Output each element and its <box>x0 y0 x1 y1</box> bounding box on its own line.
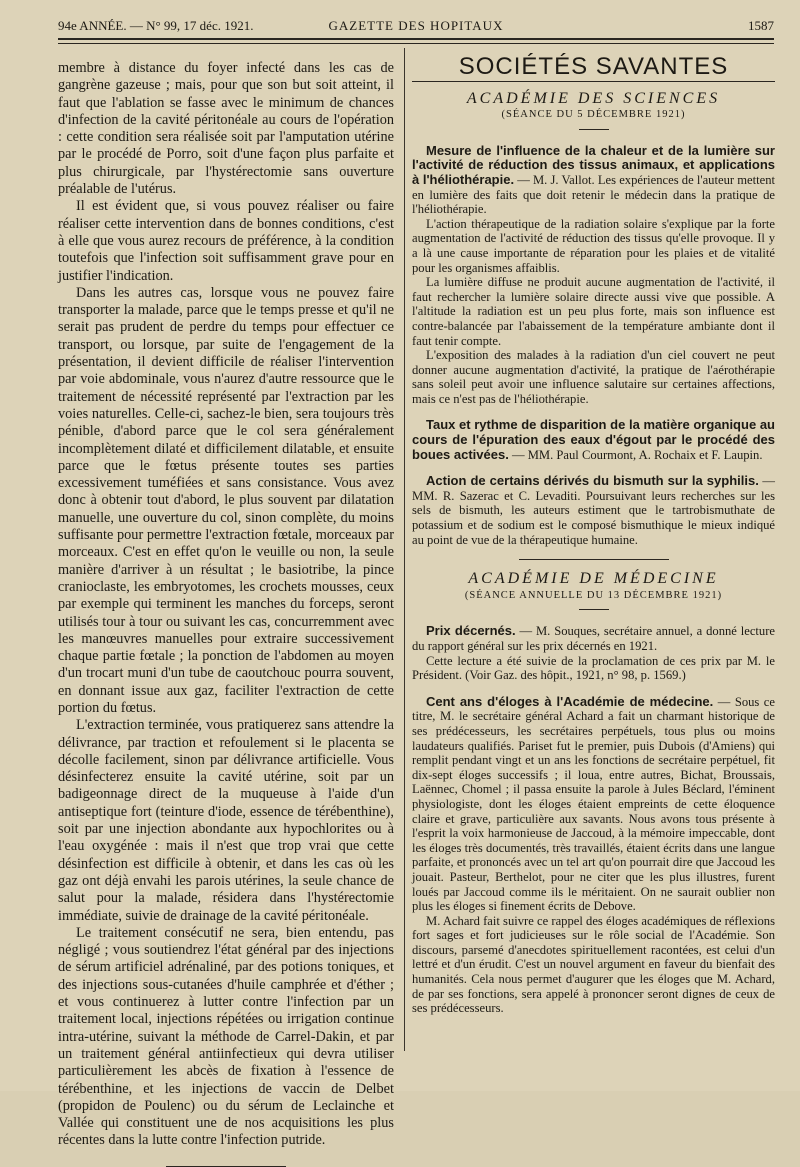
session-date: (SÉANCE ANNUELLE DU 13 DÉCEMBRE 1921) <box>464 589 723 601</box>
issue-info: 94e ANNÉE. — N° 99, 17 déc. 1921. <box>58 18 254 33</box>
header-rule <box>58 38 774 40</box>
article <box>412 144 775 407</box>
short-rule <box>579 129 609 130</box>
article-title: Cent ans d'éloges à l'Académie de médecine. <box>426 693 714 709</box>
left-paragraph: Le traitement consécutif ne sera, bien entendu, pas négligé ; vous soutiendrez l'état général par des injections de sérum artificiel adrénaliné, par des potions toniques, et des injections sous-cutanées d'huile camphrée et d'éther ; et vous continuerez à lutter contre l'infection par un traitement local, injections répétées ou irrigation continue intra-utérine, suivant la méthode de Carrel-Dakin, et par un traitement général antiinfectieux qui devra utiliser particulièrement les abcès de fixation à l'essence de térébenthine, et les injections de vaccin de Delbet (propidon de Poulenc) ou du sérum de Leclainche et Vallée qui constituent une de nos acquisitions les plus récentes dans la lutte contre l'infection putride. <box>58 924 394 1149</box>
article <box>412 418 775 462</box>
column-divider <box>404 48 405 1051</box>
section-title: SOCIÉTÉS SAVANTES <box>458 53 729 80</box>
article-paragraph: M. Achard fait suivre ce rappel des éloges académiques de réflexions fort sages et fort judicieuses sur le rôle social de l'Académie. Son discours, parsemé d'anecdotes spirituellement racontées, est celui d'un lettré et d'un érudit. C'est un nouvel argument en faveur du bienfait des humanités. Cela nous permet d'augurer que les éloges que M. Achard, de par ses fonctions, sera appelé à prononcer seront dignes de ceux de ses prédécesseurs. <box>412 913 775 1016</box>
page-number: 1587 <box>748 18 774 33</box>
article-paragraph: La lumière diffuse ne produit aucune augmentation de l'activité, il faut rechercher la lumière solaire directe aussi vive que possible. A l'altitude la radiation est un peu plus forte, mais son influence est contre-balancée par l'abaissement de la température ambiante dont il faut tenir compte. <box>412 275 775 348</box>
left-column <box>58 60 394 1167</box>
academy-title: ACADÉMIE DE MÉDECINE <box>468 570 719 588</box>
article-authors: — MM. Paul Courmont, A. Rochaix et F. Laupin. <box>511 447 763 462</box>
article-text: — Sous ce titre, M. le secrétaire général Achard a fait un charmant historique de ses prédécesseurs, les secrétaires perpétuels, tous plus ou moins laudateurs qualifiés. Pariset fut le premier, puis Dubois (d'Amiens) qui remplit pendant vingt et un ans les fonctions de secrétaire perpétuel, fit dix-sept éloges successifs ; il loua, entre autres, Bichat, Broussais, Laënnec, Chomel ; il passa ensuite la parole à Jules Béclard, l'éminent physiologiste, dont les éloges étaient empreints de cette éloquence claire et grave, particulière aux savants. Nous avons tous présente à l'esprit la voix harmonieuse de Jaccoud, à la mémoire impeccable, dont les éloges très documentés, très travaillés, étaient écrits dans une langue parfaite, et prononcés avec un tel art qu'on pourrait dire que Jaccoud les jouait. Pasteur, Berthelot, pour ne citer que les plus illustres, furent loués par Jaccoud comme ils le méritaient. On ne saurait oublier non plus les éloges si finement écrits de Debove. <box>412 694 775 914</box>
article-text: Les expériences de l'auteur mettent en lumière des faits que doit retenir le médecin dans la pratique de l'héliothérapie. <box>412 172 775 217</box>
article <box>412 474 775 547</box>
article-paragraph: L'exposition des malades à la radiation d'un ciel couvert ne peut donner aucune augmentation d'activité, la pratique de l'aérothérapie sans soleil peut avoir une influence salutaire sur certaines affections, mais ce n'est pas de l'héliothérapie. <box>412 348 775 406</box>
right-column <box>412 53 776 1028</box>
article-title: Mesure de l'influence de la chaleur et de la lumière sur l'activité de réduction des tissus animaux, et applications à l'héliothérapie. <box>412 142 775 187</box>
article-authors: — MM. R. Sazerac et C. Levaditi. <box>412 474 775 503</box>
left-paragraph: Il est évident que, si vous pouvez réaliser ou faire réaliser cette intervention dans de bonnes conditions, c'est à elle que vous aurez recours de préférence, à la condition toutefois que l'infection soit suffisamment grave pour en justifier l'indication. <box>58 198 394 284</box>
article-title: Taux et rythme de disparition de la matière organique au cours de l'épuration des eaux d'égout par le procédé des boues activées. <box>412 417 775 462</box>
article <box>412 624 775 682</box>
article-authors: — M. J. Vallot. <box>517 172 595 187</box>
article-text: Poursuivant leurs recherches sur les sels de bismuth, les auteurs estiment que le tartrobismuthate de potassium et de sodium est le composé bismuthique le mieux indiqué au point de vue de la thérapeutique humaine. <box>412 488 775 547</box>
article <box>412 695 775 1016</box>
article-title: Action de certains dérivés du bismuth sur la syphilis. <box>426 473 759 489</box>
article-paragraph: L'action thérapeutique de la radiation solaire s'explique par la forte augmentation de l'activité de réduction des tissus qu'elle provoque. Il y a là une cause importante de réparation pour les plaies et de vitalité pour les organismes affaiblis. <box>412 216 775 275</box>
left-paragraph: L'extraction terminée, vous pratiquerez sans attendre la délivrance, par traction et refoulement si le placenta se décolle facilement, sinon par délivrance artificielle. Vous désinfecterez ensuite la cavité utérine, soit par un badigeonnage direct de la muqueuse à l'aide d'un antiseptique fort (teinture d'iode, essence de térébenthine), soit par une injection abondante aux hypochlorites ou à l'eau oxygénée : mais il n'est que trop vrai que cette désinfection est difficile à obtenir, et dans les cas où les gaz ont déjà envahi les parois utérines, la seule chance de salut pour la malade, résidera dans l'hystérectomie immédiate, suivie de drainage de la cavité péritonéale. <box>58 717 394 924</box>
header-rule-thin <box>58 43 774 44</box>
left-paragraph: membre à distance du foyer infecté dans les cas de gangrène gazeuse ; mais, pour que son but soit atteint, il faut que l'ablation se fasse avec le minimum de chances d'infection de la cavité péritonéale au cours de l'opération : cette condition sera réalisée soit par l'amputation utérine par le procédé de Porro, soit d'une façon plus parfaite et plus chirurgicale, par l'hystérectomie sans ouverture préalable de l'utérus. <box>58 60 394 198</box>
session-date: (SÉANCE DU 5 DÉCEMBRE 1921) <box>501 109 686 121</box>
left-paragraph: Dans les autres cas, lorsque vous ne pouvez faire transporter la malade, parce que le temps presse et qu'il ne serait pas prudent de perdre du temps pour effectuer ce transport, ou lorsque, par suite de l'engagement de la présentation, il devient difficile de réaliser l'intervention par voie abdominale, vous n'aurez d'autre ressource que le traitement de nécessité représenté par l'extraction par les voies naturelles. Celle-ci, sachez-le bien, sera toujours très pénible, d'abord parce que le col sera généralement incomplètement dilaté et difficilement dilatable, et ensuite parce que le fœtus présente toutes ses parties excessivement tuméfiées et sans consistance. Vous avez donc à obtenir tout d'abord, le plus souvent par dilatation manuelle, une ouverture du col, sinon complète, du moins suffisante pour permettre l'extraction fœtale, morceaux par morceaux. C'est en effet qu'on le veuille ou non, la seule manière d'arriver à un résultat ; le basiotribe, la pince cranioclaste, les embryotomes, les crochets mousses, ceux par exemple qui terminent les manches du forceps, seront utilisés tour à tour ou suivant les cas, concurremment avec les manœuvres manuelles pour extraire successivement chaque partie fœtale ; la ponction de l'abdomen au moyen d'un trocart muni d'un tube de caoutchouc pourra souvent, en donnant issue aux gaz, faciliter l'extraction de cette portion du fœtus. <box>58 284 394 716</box>
article-paragraph: Cette lecture a été suivie de la proclamation de ces prix par M. le Président. (Voir Gaz. des hôpit., 1921, n° 98, p. 1569.) <box>412 653 775 683</box>
article-text: — M. Souques, secrétaire annuel, a donné lecture du rapport général sur les prix décernés en 1921. <box>412 624 776 653</box>
article-title: Prix décernés. <box>426 623 516 639</box>
journal-title: GAZETTE DES HOPITAUX <box>328 18 504 33</box>
short-rule <box>579 609 609 610</box>
academy-title: ACADÉMIE DES SCIENCES <box>466 89 721 107</box>
section-rule <box>412 81 775 82</box>
page-header <box>58 14 774 36</box>
section-separator <box>519 559 669 560</box>
